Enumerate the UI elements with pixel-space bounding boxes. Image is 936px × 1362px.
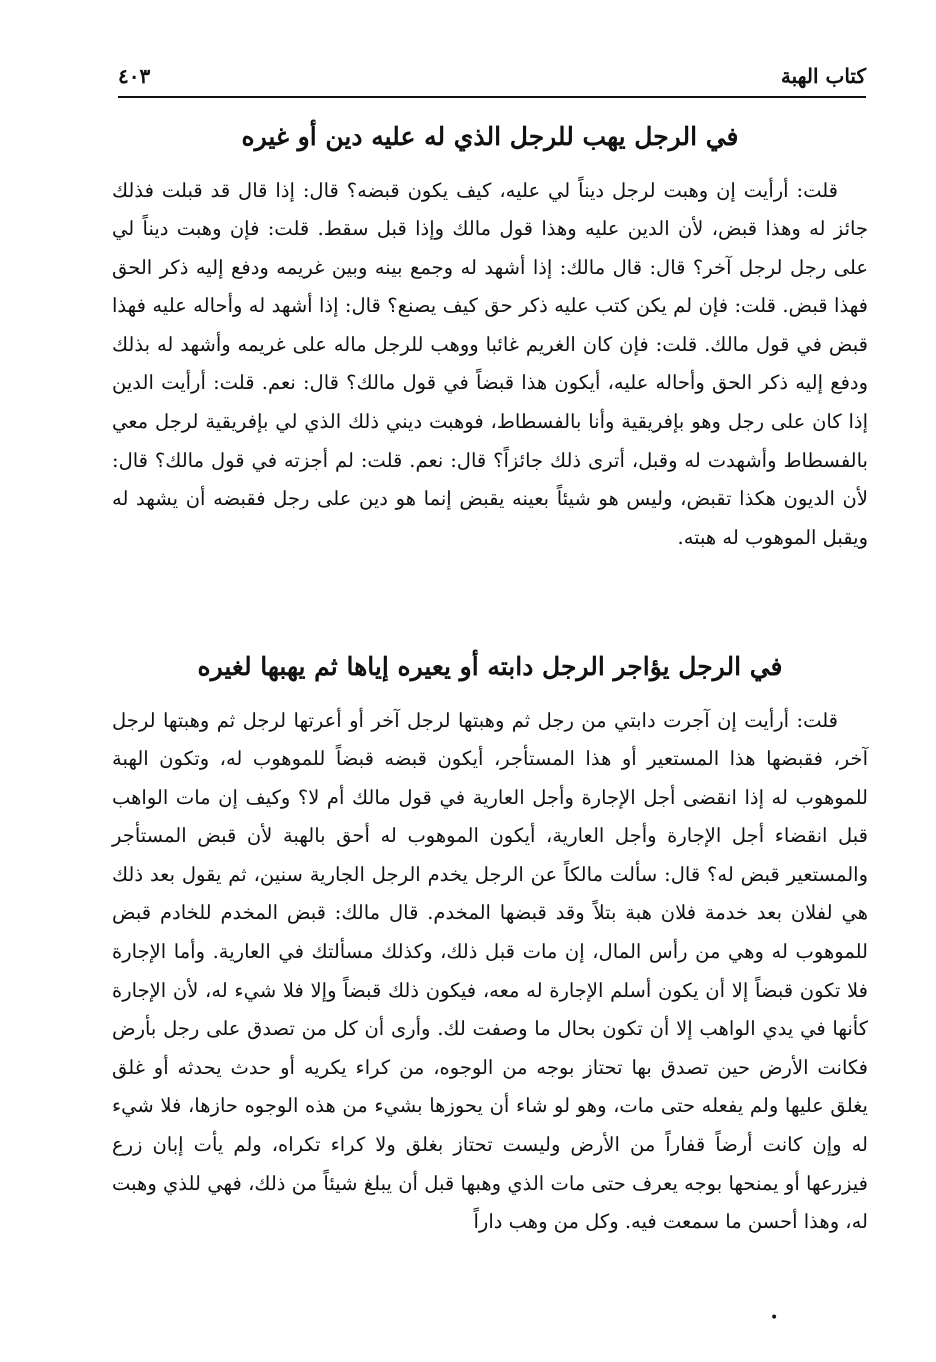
section-gift-of-debt — [112, 118, 868, 557]
section-paragraph: قلت: أرأيت إن وهبت لرجل ديناً لي عليه، كيف يكون قبضه؟ قال: إذا قال قد قبلت فذلك جائز له وهذا قبض، لأن الدين عليه وهذا قول مالك وإذا قبل سقط. قلت: فإن وهبت ديناً لي على رجل لرجل آخر؟ قال: قال مالك: إذا أشهد له وجمع بينه وبين غريمه ودفع إليه ذكر الحق فهذا قبض. قلت: فإن لم يكن كتب عليه ذكر حق كيف يصنع؟ قال: إذا أشهد له وأحاله عليه فهذا قبض في قول مالك. قلت: فإن كان الغريم غائبا ووهب للرجل ماله على غريمه وأشهد له بذلك ودفع إليه ذكر الحق وأحاله عليه، أيكون هذا قبضاً في قول مالك؟ قال: نعم. قلت: أرأيت الدين إذا كان على رجل وهو بإفريقية وأنا بالفسطاط، فوهبت ديني ذلك الذي لي بإفريقية لرجل معي بالفسطاط وأشهدت له وقبل، أترى ذلك جائزاً؟ قال: نعم. قلت: لم أجزته في قول مالك؟ قال: لأن الديون هكذا تقبض، وليس هو شيئاً بعينه يقبض إنما هو دين على رجل فقبضه أن يشهد له ويقبل الموهوب له هبته. — [112, 178, 868, 549]
section-gift-of-rented-animal — [112, 648, 868, 1242]
section-heading: في الرجل يهب للرجل الذي له عليه دين أو غيره — [241, 122, 739, 151]
book-title: كتاب الهبة — [780, 64, 866, 88]
section-paragraph: قلت: أرأيت إن آجرت دابتي من رجل ثم وهبتها لرجل آخر أو أعرتها لرجل ثم وهبتها لرجل آخر، فقبضها هذا المستعير أو هذا المستأجر، أيكون قبضه قبضاً للموهوب له، وتكون الهبة للموهوب له إذا انقضى أجل الإجارة وأجل العارية في قول مالك أم لا؟ وكيف إن مات الواهب قبل انقضاء أجل الإجارة وأجل العارية، أيكون الموهوب له أحق بالهبة لأن قبض المستأجر والمستعير قبض له؟ قال: سألت مالكاً عن الرجل يخدم الرجل الجارية سنين، ثم يقول بعد ذلك هي لفلان بعد خدمة فلان هبة بتلاً وقد قبضها المخدم. قال مالك: قبض المخدم للخادم قبض للموهوب له وهي من رأس المال، إن مات قبل ذلك، وكذلك مسألتك في العارية. وأما الإجارة فلا تكون قبضاً إلا أن يكون أسلم الإجارة له معه، فيكون ذلك قبضاً وإلا فلا شيء له، لأن الإجارة كأنها في يدي الواهب إلا أن تكون بحال ما وصفت لك. وأرى أن كل من تصدق على رجل بأرض فكانت الأرض حين تصدق بها تحتاز بوجه من الوجوه، من كراء يكريه أو حدث يحدثه أو غلق يغلق عليها ولم يفعله حتى مات، وهو لو شاء أن يحوزها بشيء من هذه الوجوه حازها، فلا شيء له وإن كانت أرضاً قفاراً من الأرض وليست تحتاز بغلق ولا كراء تكراه، ولم يأت إبان زرع فيزرعها أو يمنحها بوجه يعرف حتى مات الذي وهبها قبل أن يبلغ شيئاً من ذلك، فهي للذي وهبت له، وهذا أحسن ما سمعت فيه. وكل من وهب داراً — [112, 708, 868, 1234]
page-number: ٤٠٣ — [118, 64, 151, 88]
section-heading: في الرجل يؤاجر الرجل دابته أو يعيره إياها ثم يهبها لغيره — [197, 652, 783, 681]
page-end-mark: • — [770, 1310, 779, 1326]
running-header — [118, 62, 866, 98]
